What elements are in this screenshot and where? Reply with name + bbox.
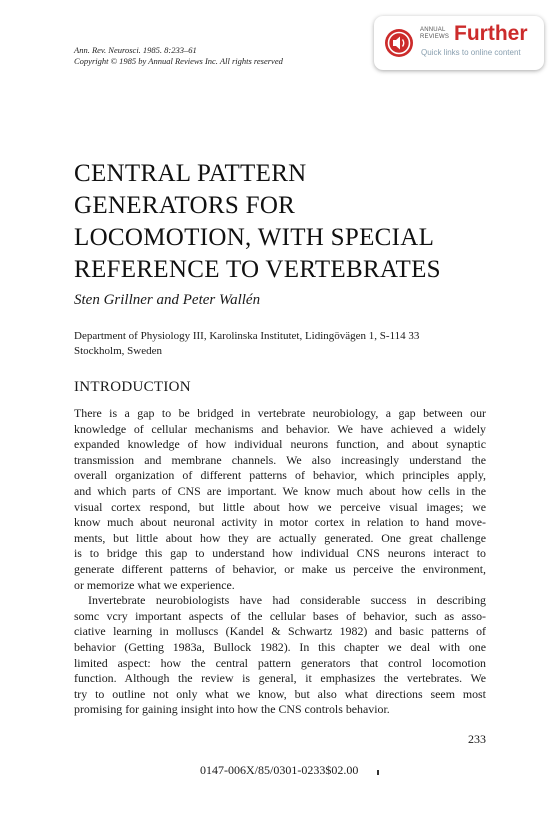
body-line: Invertebrate neurobiologists have had considerable success in describing [88,593,486,608]
affiliation [74,329,419,359]
footer-code: 0147-006X/85/0301-0233$02.00 [200,763,359,777]
body-line: try to outline not only what we know, but also what directions seem most [74,686,486,701]
article-title [74,158,441,286]
body-line: function. Although the review is general, it emphasizes the vertebrates. We [74,671,486,686]
body-line: behavior (Getting 1983a, Bullock 1982). In this chapter we deal with one [74,639,486,654]
citation-line-1: Ann. Rev. Neurosci. 1985. 8:233–61 [74,45,197,55]
badge-annual-reviews-label: ANNUAL REVIEWS [420,27,450,40]
badge-quick-links-text[interactable]: Quick links to online content [421,48,521,57]
body-line: visual cortex respond, but little about how we perceive visual images; we [74,499,486,514]
section-heading-introduction: INTRODUCTION [74,379,191,395]
title-line: GENERATORS FOR [74,192,296,219]
title-line: LOCOMOTION, WITH SPECIAL [74,224,435,251]
body-line: overall organization of different patterns of behavior, which principles apply, [74,468,486,483]
body-line: knowledge of cellular mechanisms and behavior. We have achieved a widely [74,421,486,436]
body-line: somc vcry important aspects of the cellular bases of behavior, such as asso- [74,608,486,623]
title-line: CENTRAL PATTERN [74,160,307,187]
affiliation-line-2: Stockholm, Sweden [74,345,162,357]
body-line: limited aspect: how the central pattern generators that control locomotion [74,655,486,670]
body-line: is to bridge this gap to understand how individual CNS neurons interact to [74,546,486,561]
body-line: promising for gaining insight into how the CNS controls behavior. [74,702,390,717]
journal-citation [74,45,283,67]
authors: Sten Grillner and Peter Wallén [74,292,261,308]
body-line: transmission and membrane channels. We also increasingly understand the [74,452,486,467]
annual-reviews-further-badge[interactable] [374,16,544,70]
body-line: There is a gap to be bridged in vertebrate neurobiology, a gap between our [74,406,486,420]
badge-further-label: Further [454,22,528,45]
body-line: know much about neuronal activity in motor cortex in relation to hand move- [74,515,486,530]
body-line: or memorize what we experience. [74,577,235,592]
body-text [74,406,486,718]
affiliation-line-1: Department of Physiology III, Karolinska Institutet, Lidingövägen 1, S-114 33 [74,330,420,342]
page-number: 233 [468,732,486,746]
body-line: ciative learning in molluscs (Kandel & Schwartz 1982) and basic patterns of [74,624,486,639]
body-line: ments, but little about how they are actually generated. One great challenge [74,530,486,545]
body-line: generate different patterns of behavior, or make us perceive the environment, [74,561,486,576]
title-line: REFERENCE TO VERTEBRATES [74,256,441,283]
citation-line-2: Copyright © 1985 by Annual Reviews Inc. All rights reserved [74,56,283,66]
body-line: expanded knowledge of how individual neurons function, and about synaptic [74,437,486,452]
body-line: and which parts of CNS are important. We know much about how cells in the [74,483,486,498]
scan-mark [377,770,379,775]
speaker-icon [384,28,414,58]
